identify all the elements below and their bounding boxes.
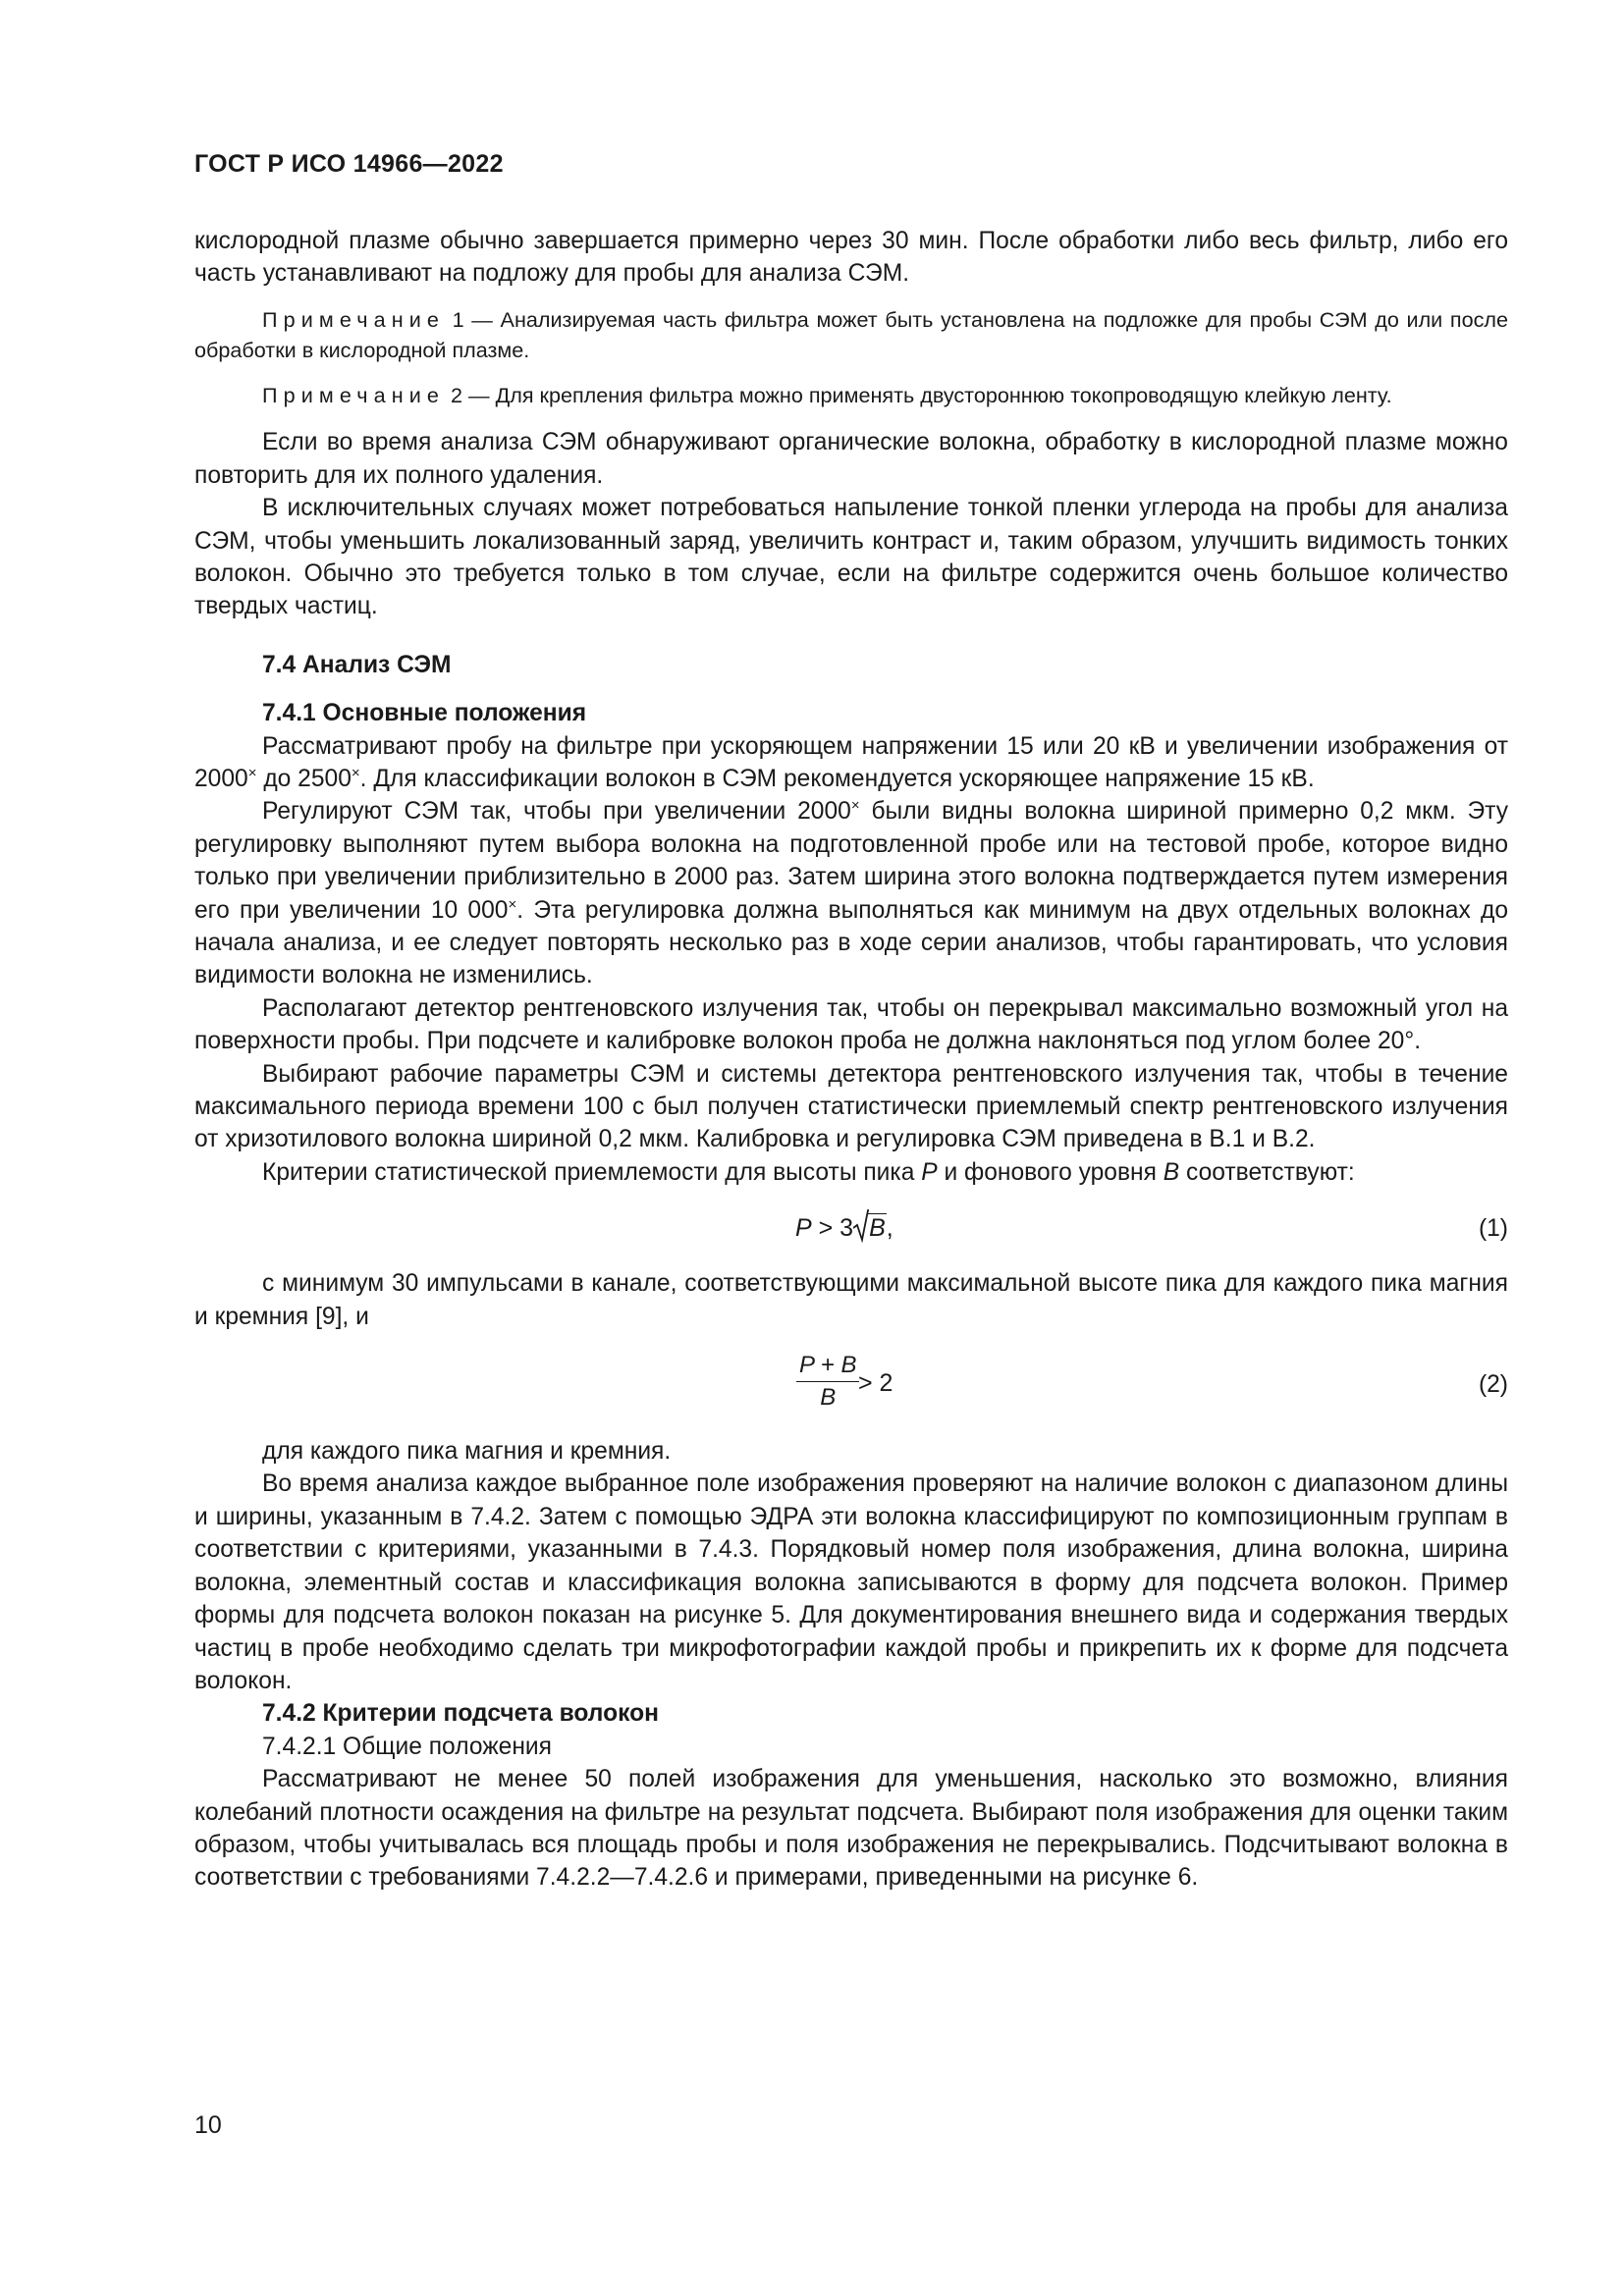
formula-tail: ,	[886, 1214, 893, 1243]
paragraph	[194, 1156, 1508, 1189]
sqrt-sign	[853, 1212, 887, 1245]
page-body	[194, 225, 1508, 1895]
note-text: 2 — Для крепления фильтра можно применять двустороннюю токопроводящую клейкую ленту.	[445, 382, 1392, 407]
formula-2	[194, 1339, 1508, 1435]
paragraph: В исключительных случаях может потребоваться напыление тонкой пленки углерода на пробы для анализа СЭМ, чтобы уменьшить локализованный заряд, увеличить контраст и, таким образом, улучшить видимость тонких волокон. Обычно это требуется только в том случае, если на фильтре содержится очень большое количество твердых частиц.	[194, 495, 1508, 620]
text-run: и фонового уровня	[937, 1158, 1164, 1186]
fraction	[796, 1351, 859, 1413]
formula-operator: > 3	[811, 1214, 854, 1243]
section-heading-7-4-2-1: 7.4.2.1 Общие положения	[262, 1733, 552, 1760]
times-sign: ×	[247, 764, 257, 781]
fraction-numerator	[796, 1351, 859, 1382]
formula-expression	[795, 1212, 893, 1245]
paragraph: с минимум 30 импульсами в канале, соответствующими максимальной высоте пика для каждого пика магния и кремния [9], и	[194, 1270, 1508, 1330]
formula-relation: > 2	[858, 1369, 893, 1398]
note-label: Примечание	[262, 306, 445, 332]
page-number: 10	[194, 2111, 222, 2139]
note-text: 1 — Анализируемая часть фильтра может быть установлена на подложке для пробы СЭМ до или после обработки в кислородной плазме.	[194, 306, 1508, 363]
sqrt-argument: B	[869, 1214, 886, 1243]
text-run: были видны волокна шириной примерно 0,2 мкм. Эту регулировку выполняют путем выбора волокна на подготовленной пробе или на тестовой пробе, которое видно только при увеличении приблизительно в 2000 раз. Затем ширина этого волокна подтверждается путем измерения его при увеличении 10 000	[194, 798, 1509, 924]
formula-1	[194, 1199, 1508, 1257]
numerator-text: P + B	[799, 1352, 857, 1379]
paragraph: кислородной плазме обычно завершается примерно через 30 мин. После обработки либо весь фильтр, либо его часть устанавливают на подложу для пробы для анализа СЭМ.	[194, 228, 1508, 288]
times-sign: ×	[850, 797, 860, 815]
times-sign: ×	[351, 764, 360, 781]
paragraph	[194, 795, 1508, 991]
radical-icon	[853, 1209, 869, 1243]
paragraph: Располагают детектор рентгеновского излучения так, чтобы он перекрывал максимально возможный угол на поверхности пробы. При подсчете и калибровке волокон проба не должна наклоняться под углом более 20°.	[194, 994, 1508, 1055]
section-heading-7-4: 7.4 Анализ СЭМ	[262, 651, 452, 678]
text-run: . Для классификации волокон в СЭМ рекомендуется ускоряющее напряжение 15 кВ.	[359, 765, 1315, 792]
paragraph: для каждого пика магния и кремния.	[262, 1438, 672, 1466]
formula-lhs: P	[795, 1214, 812, 1243]
paragraph: Во время анализа каждое выбранное поле изображения проверяют на наличие волокон с диапазоном длины и ширины, указанным в 7.4.2. Затем с помощью ЭДРА эти волокна классифицируют по композиционным группам в соответствии с критериями, указанными в 7.4.3. Порядковый номер поля изображения, длина волокна, ширина волокна, элементный состав и классификация волокна записываются в форму для подсчета волокон. Пример формы для подсчета волокон показан на рисунке 5. Для документирования внешнего вида и содержания твердых частиц в пробе необходимо сделать три микрофотографии каждой пробы и прикрепить их к форме для подсчета волокон.	[194, 1470, 1508, 1694]
paragraph: Рассматривают не менее 50 полей изображения для уменьшения, насколько это возможно, влияния колебаний плотности осаждения на фильтре на результат подсчета. Выбирают поля изображения для оценки таким образом, чтобы учитывалась вся площадь пробы и поля изображения не перекрывались. Подсчитывают волокна в соответствии с требованиями 7.4.2.2—7.4.2.6 и примерами, приведенными на рисунке 6.	[194, 1766, 1508, 1892]
paragraph	[194, 730, 1508, 796]
times-sign: ×	[508, 895, 517, 913]
text-run: Критерии статистической приемлемости для высоты пика	[262, 1158, 922, 1186]
text-run: . Эта регулировка должна выполняться как минимум на двух отдельных волокнах до начала анализа, и ее следует повторять несколько раз в ходе серии анализов, чтобы гарантировать, что условия видимости волокна не изменились.	[194, 896, 1509, 989]
paragraph: Выбирают рабочие параметры СЭМ и системы детектора рентгеновского излучения так, чтобы в течение максимального периода времени 100 с был получен статистически приемлемый спектр рентгеновского излучения от хризотилового волокна шириной 0,2 мкм. Калибровка и регулировка СЭМ приведена в В.1 и В.2.	[194, 1060, 1508, 1153]
text-run: до 2500	[256, 765, 352, 792]
symbol-P: P	[921, 1158, 938, 1186]
standard-header: ГОСТ Р ИСО 14966—2022	[194, 150, 504, 178]
note-2	[194, 380, 1508, 411]
denominator-text: B	[820, 1384, 837, 1412]
paragraph: Если во время анализа СЭМ обнаруживают органические волокна, обработку в кислородной плазме можно повторить для их полного удаления.	[194, 429, 1508, 489]
formula-number: (1)	[1478, 1215, 1508, 1243]
text-run: соответствуют:	[1179, 1158, 1355, 1186]
note-1	[194, 304, 1508, 366]
note-label: Примечание	[262, 382, 445, 407]
symbol-B: B	[1163, 1158, 1180, 1186]
section-heading-7-4-2: 7.4.2 Критерии подсчета волокон	[262, 1700, 659, 1728]
text-run: Регулируют СЭМ так, чтобы при увеличении 2000	[262, 798, 851, 826]
text-run: Рассматривают пробу на фильтре при ускоряющем напряжении 15 или 20 кВ и увеличении изображения от 2000	[194, 732, 1508, 792]
section-heading-7-4-1: 7.4.1 Основные положения	[262, 700, 587, 727]
fraction-denominator	[796, 1382, 859, 1413]
formula-number: (2)	[1478, 1371, 1508, 1399]
